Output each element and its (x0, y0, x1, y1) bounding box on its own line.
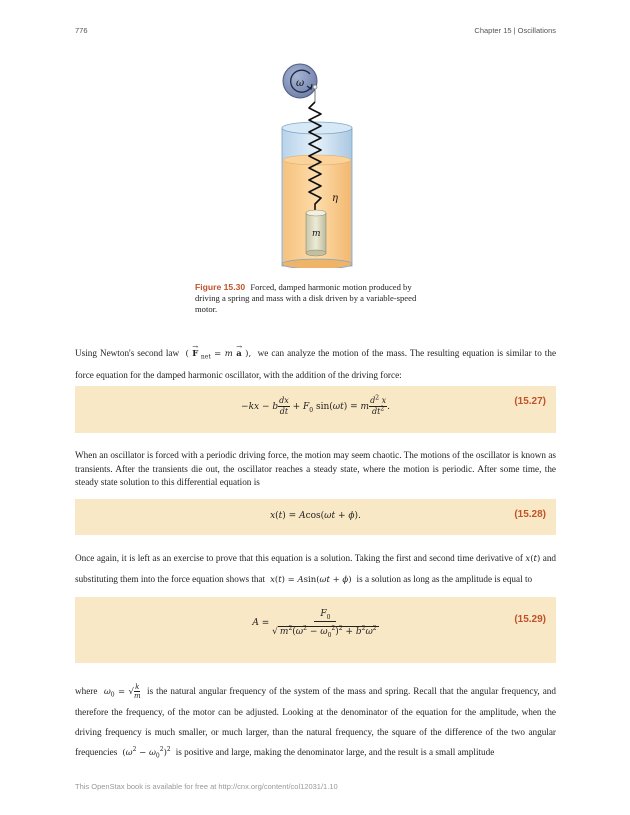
oscillator-figure (260, 58, 370, 268)
cylinder-bottom (282, 259, 352, 268)
omega-label: ω (296, 78, 305, 89)
equation-15-27: −kx − b $\frac{dx}{dt}$ + $F_0$ sin(ωt) = m $\frac{d^2 x}{dt^2}$ . (241, 394, 390, 416)
paragraph-transients: When an oscillator is forced with a periodic driving force, the motion may seem chaotic. The motions of the oscillator is known as transients. After the transients die out, the oscillator reaches a steady state, where the motion is periodic. After some time, the steady state solution to this differential equation is (75, 450, 556, 488)
equation-number: (15.29) (514, 614, 546, 625)
disk-pin (313, 85, 317, 89)
paragraph-solution: Once again, it is left as an exercise to prove that this equation is a solution. Taking the first and second time derivative of x(t) and substituting them into the force equation shows that x(t) = Asin(ωt + ϕ) is a solution as long as the amplitude is equal to (75, 553, 557, 585)
paragraph-natural-frequency: where $\omega_0$ = √ $\frac{k}{m}$ is the natural angular frequency of the system of the mass and spring. Recall that the angular frequency, and therefore the frequency, of the motor can be adjusted. Looking at the denominator of the equation for the amplitude, when the driving frequency is much smaller, or much larger, than the natural frequency, the square of the difference of the two angular frequencies $(\omega^2 - \omega_0^2)^2$ is positive and large, making the denominator large, and the result is a small amplitude (75, 683, 556, 760)
figure-label: Figure 15.30 (195, 282, 246, 292)
newton-law-inline: ( → F $_{net}$ = m → a ), (182, 349, 254, 359)
figure-caption-text: Forced, damped harmonic motion produced by driving a spring and mass with a disk driven by a variable-speed motor. (195, 282, 417, 314)
equation-box-15-29 (75, 597, 556, 663)
equation-15-28: x(t) = Acos(ωt + ϕ). (270, 511, 361, 521)
equation-box-15-28 (75, 499, 556, 535)
chapter-title: Chapter 15 | Oscillations (474, 26, 556, 35)
paragraph-newton: Using Newton's second law ( → F $_{net}$ = m → a ), we can analyze the motion of the mass. The resulting equation is similar to the force equation for the damped harmonic oscillator, with the addition of the driving force: (75, 343, 556, 386)
equation-box-15-27 (75, 386, 556, 433)
eta-label: η (332, 193, 338, 204)
figure-caption (195, 282, 435, 315)
mass-label: m (312, 229, 321, 239)
equation-number: (15.27) (514, 396, 546, 407)
footer-note: This OpenStax book is available for free at http://cnx.org/content/col12031/1.10 (75, 782, 338, 791)
page-number: 776 (75, 26, 88, 35)
equation-15-29: A = $\frac{F_0}{√ m^2(\omega^2 - \omega_0^2)^2 + b^2\omega^2}$ (252, 609, 377, 639)
equation-number: (15.28) (514, 509, 546, 520)
